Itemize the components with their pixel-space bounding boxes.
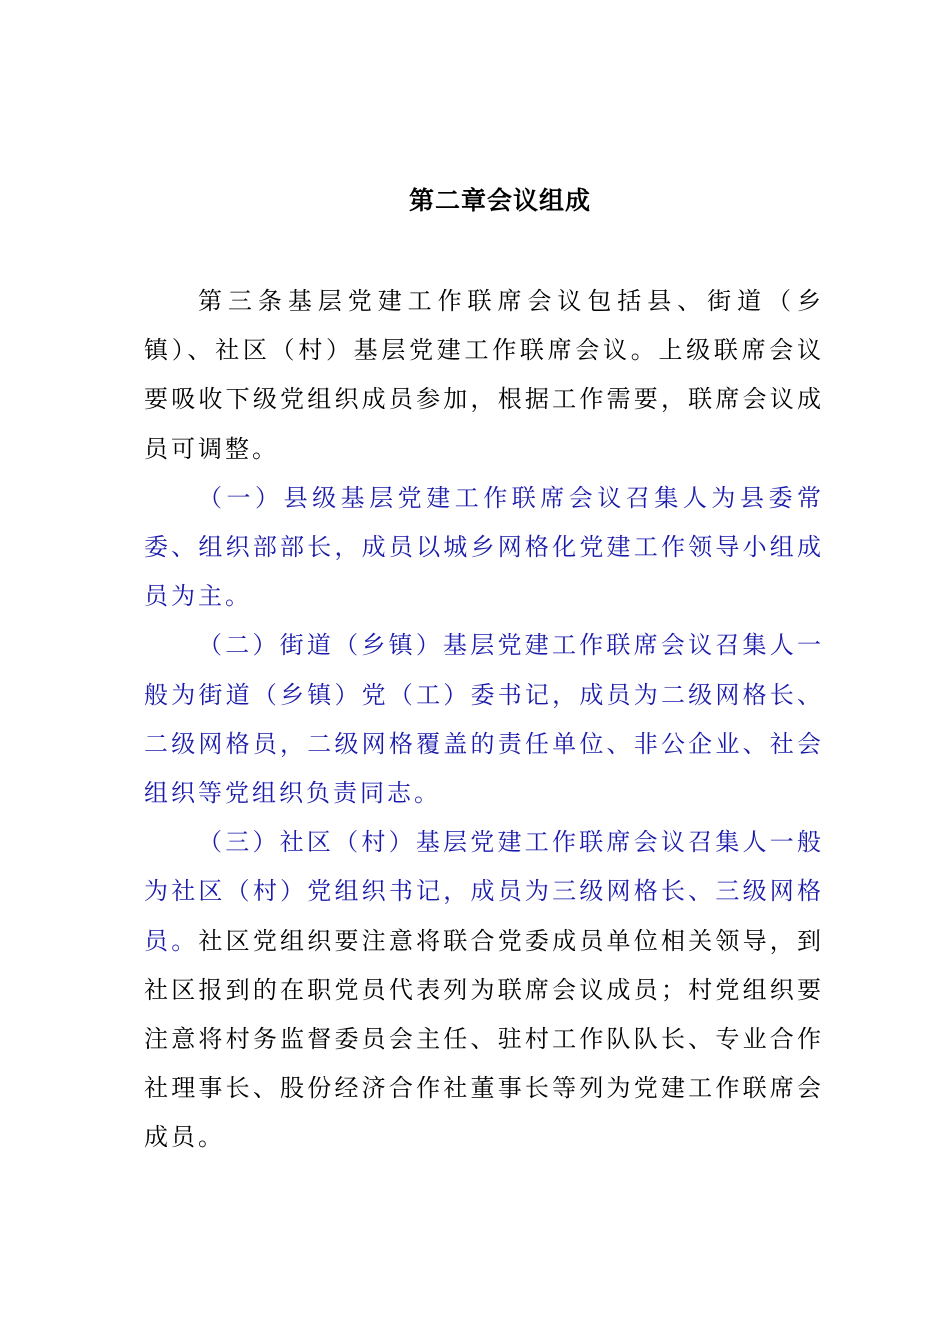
chapter-title: 第二章会议组成: [408, 186, 591, 215]
item-1-paragraph: （一）县级基层党建工作联席会议召集人为县委常委、组织部部长，成员以城乡网格化党建工作领导小组成员为主。: [144, 483, 824, 611]
item-3-black-text: 社区党组织要注意将联合党委成员单位相关领导，到社区报到的在职党员代表列为联席会议成员；村党组织要注意将村务监督委员会主任、驻村工作队队长、专业合作社理事长、股份经济合作社董事长等列为党建工作联席会成员。: [144, 926, 825, 1152]
article-3-paragraph: 第三条基层党建工作联席会议包括县、街道（乡镇）、社区（村）基层党建工作联席会议。上级联席会议要吸收下级党组织成员参加，根据工作需要，联席会议成员可调整。: [144, 287, 824, 463]
item-3-paragraph: [144, 818, 824, 1162]
item-2-paragraph: （二）街道（乡镇）基层党建工作联席会议召集人一般为街道（乡镇）党（工）委书记，成员为二级网格长、二级网格员，二级网格覆盖的责任单位、非公企业、社会组织等党组织负责同志。: [144, 631, 824, 808]
document-body: [144, 277, 824, 1163]
item-3-blue-text: （三）社区（村）基层党建工作联席会议召集人一般为社区（村）党组织书记，成员为三级网格长、三级网格员。: [144, 828, 824, 955]
